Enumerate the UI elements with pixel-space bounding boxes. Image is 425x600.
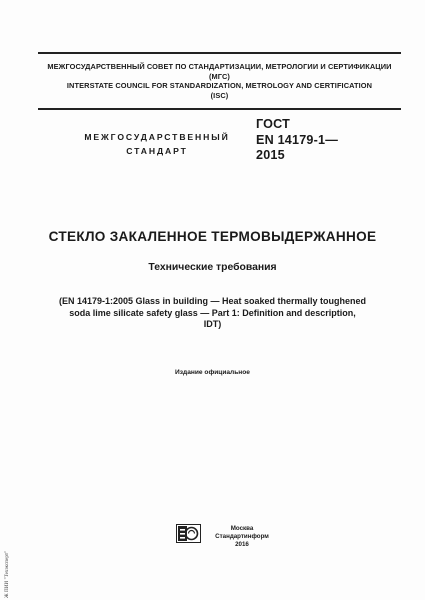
en-reference-line1: (EN 14179-1:2005 Glass in building — Heat soaked thermally toughened — [58, 296, 367, 306]
standard-type-line2: СТАНДАРТ — [126, 146, 188, 156]
en-reference-line2: soda lime silicate safety glass — Part 1: Definition and description, — [69, 307, 356, 318]
council-abbr-en: (ISC) — [210, 90, 229, 100]
publisher-year: 2016 — [235, 540, 249, 548]
gost-year: 2015 — [256, 148, 285, 163]
council-abbr-ru: (МГС) — [208, 71, 230, 81]
gost-designation — [256, 117, 338, 164]
publisher-name: Стандартинформ — [215, 532, 269, 540]
publisher-info — [212, 525, 272, 548]
council-name-en: INTERSTATE COUNCIL FOR STANDARDIZATION, METROLOGY AND CERTIFICATION — [66, 81, 373, 91]
en-standard-reference — [20, 296, 405, 331]
council-header — [38, 52, 401, 110]
standartinform-logo-icon — [176, 524, 201, 543]
council-name-ru: МЕЖГОСУДАРСТВЕННЫЙ СОВЕТ ПО СТАНДАРТИЗАЦИИ, МЕТРОЛОГИИ И СЕРТИФИКАЦИИ — [47, 62, 392, 71]
document-title: СТЕКЛО ЗАКАЛЕННОЕ ТЕРМОВЫДЕРЖАННОЕ — [48, 229, 377, 244]
edition-label: Издание официальное — [175, 369, 250, 376]
standard-type — [72, 130, 242, 158]
en-reference-line3: IDT) — [203, 319, 222, 330]
side-stamp: Ж ПИИ "Техэксперт" — [4, 550, 10, 598]
document-subtitle: Технические требования — [148, 262, 277, 273]
gost-number: EN 14179-1— — [256, 132, 339, 147]
gost-label: ГОСТ — [256, 117, 291, 131]
standard-type-line1: МЕЖГОСУДАРСТВЕННЫЙ — [84, 132, 230, 142]
publisher-city: Москва — [230, 525, 254, 532]
